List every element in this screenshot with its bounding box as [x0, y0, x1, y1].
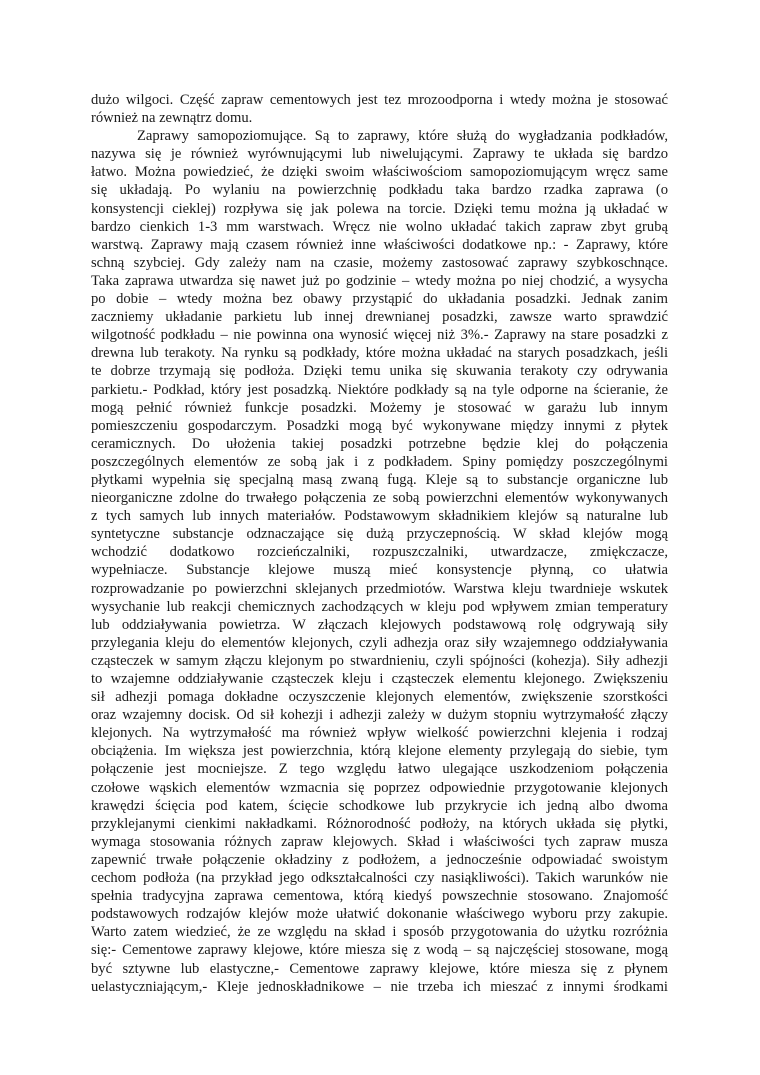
- text-line: przylegania kleju do elementów klejonych, czyli adhezja oraz siły wzajemnego oddziaływania: [91, 634, 668, 651]
- text-line: ceramicznych. Do ułożenia takiej posadzki potrzebne będzie klej do połączenia: [91, 435, 668, 452]
- text-line: spełnia tradycyjna zaprawa cementowa, którą kiedyś powszechnie stosowano. Znajomość: [91, 888, 668, 905]
- text-line: z tych samych lub innych materiałów. Podstawowym składnikiem klejów są naturalne lub: [91, 508, 668, 525]
- text-line: te dobrze trzymają się podłoża. Dzięki temu unika się skuwania terakoty czy odrywania: [91, 363, 668, 380]
- text-line: sił adhezji pomaga dokładne oczyszczenie klejonych elementów, zwiększenie szorstkości: [91, 689, 668, 706]
- text-line: połączenie jest mocniejsze. Z tego względu łatwo ulegające uszkodzeniom połączenia: [91, 761, 668, 778]
- text-line: oraz wzajemny docisk. Od sił kohezji i adhezji zależy w dużym stopniu wytrzymałość złączy: [91, 707, 668, 724]
- text-line: Zaprawy samopoziomujące. Są to zaprawy, które służą do wygładzania podkładów,: [137, 128, 668, 145]
- text-line: drewna lub terakoty. Na rynku są podkłady, które można układać na starych posadzkach, jeśli: [91, 345, 668, 362]
- text-line: nazywa się je również wyrównującymi lub niwelującymi. Zaprawy te układa się bardzo: [91, 146, 668, 163]
- text-line: Taka zaprawa utwardza się nawet już po godzinie – wtedy można po niej chodzić, a wysycha: [91, 272, 668, 289]
- text-line: mogą pełnić również funkcje posadzki. Możemy je stosować w garażu lub innym: [91, 399, 668, 416]
- text-line: wilgotność podkładu – nie powinna ona wynosić więcej niż 3%.- Zaprawy na stare posadzki z: [91, 327, 668, 344]
- text-line: dużo wilgoci. Część zapraw cementowych jest tez mrozoodporna i wtedy można je stosować: [91, 92, 668, 108]
- text-line: poszczególnych elementów ze sobą jak i z podkładem. Spiny pomiędzy poszczególnymi: [91, 453, 668, 470]
- text-line: wysychanie lub reakcji chemicznych zachodzących w kleju pod wpływem zmian temperatury: [91, 598, 668, 615]
- text-line: obciążenia. Im większa jest powierzchnia, którą klejone elementy przylegają do siebie, tym: [91, 743, 668, 760]
- text-line: Warto zatem wiedzieć, że ze względu na skład i sposób przygotowania do użytku rozróżnia: [91, 924, 668, 941]
- text-line: krawędzi ścięcia pod katem, ścięcie schodkowe lub przykrycie ich jedną albo dwoma: [91, 797, 668, 814]
- text-line: warstwą. Zaprawy mają czasem również inne właściwości dodatkowe np.: - Zaprawy, które: [91, 236, 668, 253]
- text-line: rozprowadzanie po powierzchni sklejanych przedmiotów. Warstwa kleju twardnieje wskutek: [91, 580, 668, 597]
- text-line: po dobie – wtedy można bez obawy przystąpić do układania posadzki. Jednak zanim: [91, 291, 668, 308]
- text-line: klejonych. Na wytrzymałość ma również wpływ wielkość powierzchni klejenia i rodzaj: [91, 725, 668, 742]
- text-line: być sztywne lub elastyczne,- Cementowe zaprawy klejowe, które miesza się z płynem: [91, 960, 668, 977]
- body-text: [91, 91, 668, 996]
- text-line: płytkami wypełnia się specjalną masą zwaną fugą. Kleje są to substancje organiczne lub: [91, 471, 668, 488]
- text-line: się:- Cementowe zaprawy klejowe, które miesza się z wodą – są najczęściej stosowane, mogą: [91, 942, 668, 959]
- text-line: wypełniacze. Substancje klejowe muszą mieć konsystencje płynną, co ułatwia: [91, 562, 668, 579]
- text-line: uelastyczniającym,- Kleje jednoskładnikowe – nie trzeba ich mieszać z innymi środkami: [91, 978, 668, 995]
- text-line: to wzajemne oddziaływanie cząsteczek kleju i cząsteczek elementu klejonego. Zwiększeniu: [91, 671, 668, 687]
- text-line: nieorganiczne zdolne do trwałego połączenia ze sobą powierzchni elementów wykonywanych: [91, 490, 668, 507]
- text-line: schną szybciej. Gdy zależy nam na czasie, możemy zastosować zaprawy szybkoschnące.: [91, 254, 668, 271]
- text-line: zaczniemy układanie parkietu lub innej drewnianej posadzki, zawsze warto sprawdzić: [91, 309, 668, 326]
- text-line: się układają. Po wylaniu na powierzchnię podkładu taka bardzo rzadka zaprawa (o: [91, 182, 668, 199]
- text-line: lub oddziaływania powietrza. W złączach klejowych podstawową rolę odgrywają siły: [91, 616, 668, 633]
- text-line: zapewnić trwałe połączenie okładziny z podłożem, a jednocześnie odpowiadać swoistym: [91, 851, 668, 868]
- text-line: również na zewnątrz domu.: [91, 110, 253, 127]
- text-line: przyklejanymi cienkimi nakładkami. Różnorodność podłoży, na których układa się płytki,: [91, 815, 668, 832]
- text-line: czołowe wąskich elementów wzmacnia się poprzez odpowiednie przygotowanie klejonych: [91, 779, 668, 796]
- text-line: podstawowych rodzajów klejów może ułatwić dokonanie właściwego wyboru przy zakupie.: [91, 906, 668, 923]
- text-line: łatwo. Można powiedzieć, że dzięki swoim właściwościom samopoziomującym wręcz same: [91, 164, 668, 181]
- text-line: pomieszczeniu gospodarczym. Posadzki mogą być wykonywane między innymi z płytek: [91, 417, 668, 434]
- text-line: syntetyczne substancje odznaczające się dużą przyczepnością. W skład klejów mogą: [91, 526, 668, 543]
- text-line: wchodzić dodatkowo rozcieńczalniki, rozpuszczalniki, utwardzacze, zmiękczacze,: [91, 544, 668, 561]
- text-line: parkietu.- Podkład, który jest posadzką. Niektóre podkłady są na tyle odporne na ścieranie, że: [91, 381, 668, 398]
- text-line: wymaga stosowania różnych zapraw klejowych. Skład i właściwości tych zapraw musza: [91, 833, 668, 850]
- text-line: konsystencji cieklej) rozpływa się jak polewa na torcie. Dzięki temu można ją układać w: [91, 200, 668, 217]
- text-line: cząsteczek w samym złączu klejonym po stwardnieniu, czyli spójności (kohezja). Siły adhezji: [91, 652, 668, 669]
- text-line: cechom podłoża (na przykład jego odkształcalności czy nasiąkliwości). Takich warunków nie: [91, 870, 668, 887]
- text-line: bardzo cienkich 1-3 mm warstwach. Wręcz nie wolno układać takich zapraw zbyt grubą: [91, 218, 668, 235]
